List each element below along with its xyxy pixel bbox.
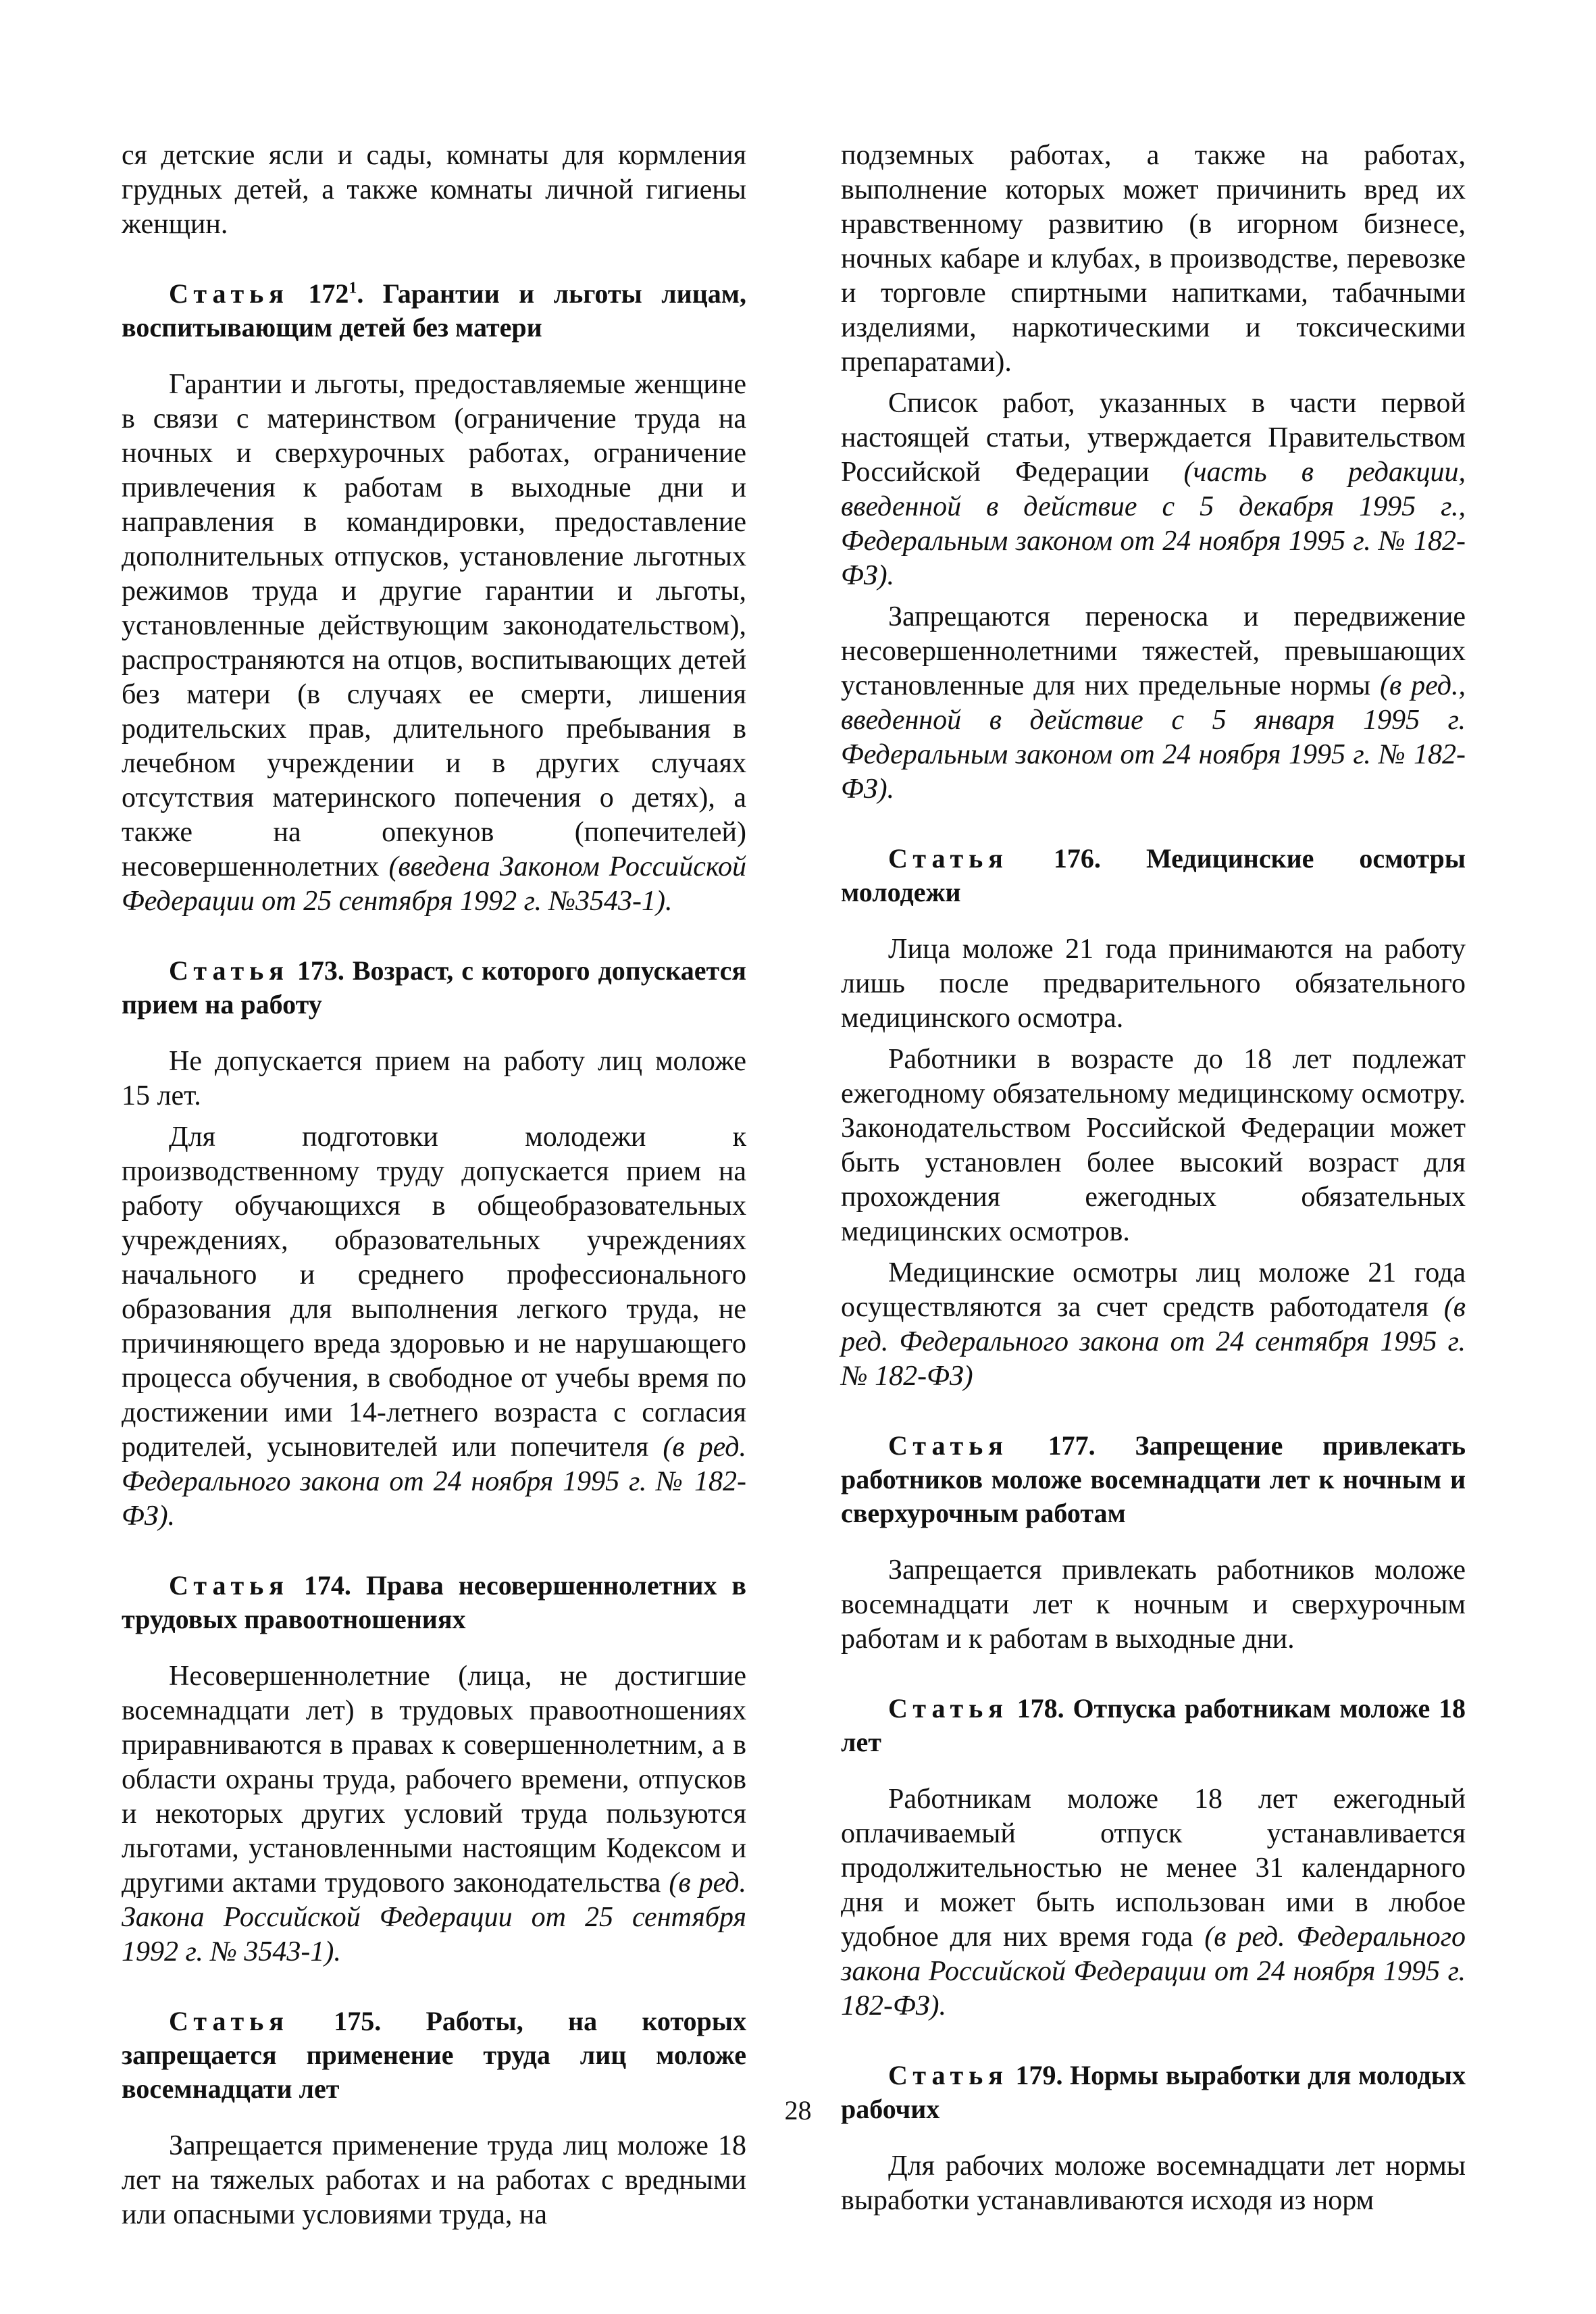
article-175-heading bbox=[122, 2005, 746, 2106]
article-175-paragraph-2 bbox=[841, 386, 1466, 593]
continuation-paragraph: ся детские ясли и сады, комнаты для кормления грудных детей, а также комнаты личной гигиены женщин. bbox=[122, 140, 746, 240]
article-176-paragraph-3 bbox=[841, 1256, 1466, 1394]
article-176-paragraph-1: Лица моложе 21 года принимаются на работу лишь после предварительного обязательного медицинского осмотра. bbox=[841, 934, 1466, 1034]
article-reference: (в ред. Федерального закона от 24 сентября 1995 г. № 182-ФЗ) bbox=[841, 1292, 1466, 1392]
article-number: 176 bbox=[1053, 843, 1094, 874]
article-label: Статья bbox=[888, 2060, 1008, 2090]
article-reference: (в ред. Федерального закона от 24 ноября 1995 г. № 182-ФЗ). bbox=[122, 1432, 747, 1532]
right-column bbox=[841, 139, 1466, 2225]
article-reference: (в ред., введенной в действие с 5 января 1995 г. Федеральным законом от 24 ноября 1995 г. № 182-ФЗ). bbox=[841, 670, 1466, 805]
article-173-paragraph-2 bbox=[122, 1120, 746, 1534]
article-title: . Гарантии и льготы лицам, воспитывающим детей без матери bbox=[122, 278, 746, 343]
article-176-heading bbox=[841, 842, 1466, 909]
article-172-1-heading bbox=[122, 277, 746, 345]
article-175-text: Запрещается применение труда лиц моложе 18 лет на тяжелых работах и на работах с вредными или опасными условиями труда, на bbox=[122, 2130, 746, 2230]
article-label: Статья bbox=[169, 1570, 289, 1601]
article-173-heading bbox=[122, 954, 746, 1022]
article-number: 178 bbox=[1016, 1693, 1058, 1724]
article-number: 175 bbox=[334, 2006, 375, 2036]
article-title: . Отпуска работникам моложе 18 лет bbox=[841, 1693, 1466, 1757]
article-text: Для подготовки молодежи к производственному труду допускается прием на работу обучающихся в общеобразовательных учреждениях, образовательных учреждениях начального и среднего профессионального образования для выполнения легкого труда, не причиняющего вреда здоровью и не нарушающего процесса обучения, в свободное от учебы время по достижении ими 14-летнего возраста с согласия родителей, усыновителей или попечителя bbox=[122, 1122, 746, 1463]
article-174-heading bbox=[122, 1569, 746, 1636]
article-text: Список работ, указанных в части первой настоящей статьи, утверждается Правительством Российской Федерации bbox=[841, 388, 1466, 488]
article-label: Статья bbox=[888, 1430, 1008, 1461]
page-number: 28 bbox=[784, 2095, 812, 2126]
article-text: Запрещаются переноска и передвижение несовершеннолетними тяжестей, превышающих установленные для них предельные нормы bbox=[841, 601, 1466, 701]
article-label: Статья bbox=[169, 278, 289, 309]
article-label: Статья bbox=[888, 843, 1008, 874]
article-text: Гарантии и льготы, предоставляемые женщине в связи с материнством (ограничение труда на ночных и сверхурочных работах, ограничение привлечения к работам в выходные дни и направления в командировки, предоставление дополнительных отпусков, установление льготных режимов труда и другие гарантии и льготы, установленные действующим законодательством), распространяются на отцов, воспитывающих детей без матери (в случаях ее смерти, лишения родительских прав, длительного пребывания в лечебном учреждении и в других случаях отсутствия материнского попечения о детях), а также на опекунов (попечителей) несовершеннолетних bbox=[122, 369, 746, 882]
article-173-paragraph-1: Не допускается прием на работу лиц моложе 15 лет. bbox=[122, 1046, 746, 1111]
article-label: Статья bbox=[888, 1693, 1008, 1724]
article-number: 179 bbox=[1015, 2060, 1056, 2090]
article-title: . Возраст, с которого допускается прием на работу bbox=[122, 955, 746, 1020]
continuation-paragraph: подземных работах, а также на работах, выполнение которых может причинить вред их нравственному развитию (в игорном бизнесе, ночных кабаре и клубах, в производстве, перевозке и торговле спиртными напитками, табачными изделиями, наркотическими и токсическими препаратами). bbox=[841, 140, 1466, 378]
article-title: . Медицинские осмотры молодежи bbox=[841, 843, 1466, 907]
article-label: Статья bbox=[169, 955, 289, 986]
article-178-heading bbox=[841, 1692, 1466, 1759]
article-number-superscript: 1 bbox=[349, 279, 357, 297]
article-title: . Работы, на которых запрещается применение труда лиц моложе восемнадцати лет bbox=[122, 2006, 746, 2104]
article-number: 177 bbox=[1048, 1430, 1089, 1461]
article-174-text bbox=[122, 1659, 746, 1969]
article-reference: (часть в редакции, введенной в действие с 5 декабря 1995 г., Федеральным законом от 24 ноября 1995 г. № 182-ФЗ). bbox=[841, 457, 1466, 591]
article-reference: (в ред. Федерального закона Российской Федерации от 24 ноября 1995 г. 182-ФЗ). bbox=[841, 1921, 1466, 2021]
article-title: . Запрещение привлекать работников моложе восемнадцати лет к ночным и сверхурочным работам bbox=[841, 1430, 1466, 1528]
article-178-text bbox=[841, 1782, 1466, 2023]
article-title: . Нормы выработки для молодых рабочих bbox=[841, 2060, 1466, 2124]
article-177-heading bbox=[841, 1429, 1466, 1530]
article-text: Несовершеннолетние (лица, не достигшие восемнадцати лет) в трудовых правоотношениях приравниваются в правах к совершеннолетним, а в области охраны труда, рабочего времени, отпусков и некоторых других условий труда пользуются льготами, установленными настоящим Кодексом и другими актами трудового законодательства bbox=[122, 1661, 746, 1898]
article-172-1-text bbox=[122, 368, 746, 919]
article-label: Статья bbox=[169, 2006, 289, 2036]
article-179-text: Для рабочих моложе восемнадцати лет нормы выработки устанавливаются исходя из норм bbox=[841, 2150, 1466, 2216]
article-text: Работникам моложе 18 лет ежегодный оплачиваемый отпуск устанавливается продолжительностью не менее 31 календарного дня и может быть использован ими в любое удобное для них время года bbox=[841, 1784, 1466, 1953]
article-number: 174 bbox=[303, 1570, 344, 1601]
article-175-paragraph-3 bbox=[841, 600, 1466, 807]
article-reference: (в ред. Закона Российской Федерации от 25 сентября 1992 г. № 3543-1). bbox=[122, 1867, 746, 1967]
article-number: 173 bbox=[297, 955, 338, 986]
left-column bbox=[122, 139, 746, 2239]
article-reference: (введена Законом Российской Федерации от 25 сентября 1992 г. №3543-1). bbox=[122, 851, 746, 917]
article-177-text: Запрещается привлекать работников моложе восемнадцати лет к ночным и сверхурочным работам и к работам в выходные дни. bbox=[841, 1555, 1466, 1655]
article-title: . Права несовершеннолетних в трудовых правоотношениях bbox=[122, 1570, 746, 1634]
article-text: Медицинские осмотры лиц моложе 21 года осуществляются за счет средств работодателя bbox=[841, 1257, 1466, 1323]
article-number: 172 bbox=[308, 278, 349, 309]
article-176-paragraph-2: Работники в возрасте до 18 лет подлежат ежегодному обязательному медицинскому осмотру. Законодательством Российской Федерации может быть установлен более высокий возраст для прохождения ежегодных обязательных медицинских осмотров. bbox=[841, 1044, 1466, 1247]
